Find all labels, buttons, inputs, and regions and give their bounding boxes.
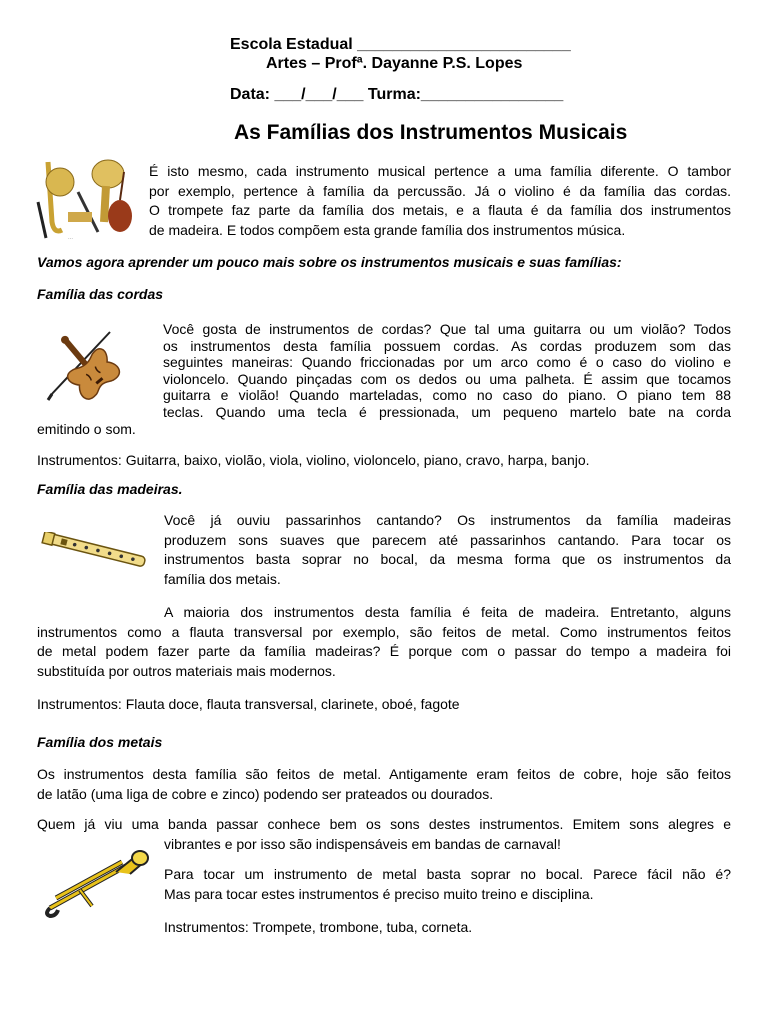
madeiras-line: família dos metais. [164,570,281,587]
intro-line: por exemplo, pertence à família da percussão. Já o violino é da família das cordas. [149,182,731,199]
cordas-line: Você gosta de instrumentos de cordas? Que tal uma guitarra ou um violão? Todos [163,321,731,337]
intro-paragraph [149,163,731,238]
cordas-line: guitarra e violão! Quando marteladas, como no caso do piano. O piano tem 88 [163,387,731,404]
violin-image [44,322,148,406]
intro-line: É isto mesmo, cada instrumento musical pertence a uma família diferente. O tambor [149,163,731,179]
metais-line: vibrantes e por isso são indispensáveis em bandas de carnaval! [164,835,561,852]
metais-paragraph-2 [37,816,731,852]
svg-text:⋯: ⋯ [68,236,73,242]
cordas-line: os instrumentos desta família possuem cordas. As cordas produzem som das [163,337,731,354]
metais-line: de latão (uma liga de cobre e zinco) podendo ser prateados ou dourados. [37,785,494,802]
madeiras-line: produzem sons suaves que parecem até passarinhos cantando. Para tocar os [164,531,731,548]
section-heading-metais: Família dos metais [37,734,163,750]
page-title: As Famílias dos Instrumentos Musicais [234,121,628,144]
metais-line: Mas para tocar estes instrumentos é preciso muito treino e disciplina. [164,885,594,902]
madeiras-line: instrumentos basta soprar no bocal, da mesma forma que os instrumentos da [164,551,731,568]
madeiras-paragraph-2 [37,604,731,679]
metais-line: Quem já viu uma banda passar conhece bem os sons destes instrumentos. Emitem sons alegres e [37,816,731,832]
teacher-line: Artes – Profª. Dayanne P.S. Lopes [266,55,523,72]
trombone-image [40,850,152,920]
metais-line: Para tocar um instrumento de metal basta soprar no bocal. Parece fácil não é? [164,866,731,882]
section-heading-cordas: Família das cordas [37,286,164,302]
date-line: Data: ___/___/___ Turma:________________ [230,86,564,103]
metais-line: Os instrumentos desta família são feitos de metal. Antigamente eram feitos de cobre, hoje são feitos [37,766,731,782]
madeiras-line: Você já ouviu passarinhos cantando? Os instrumentos da família madeiras [164,512,731,528]
instruments-collage-image [28,152,140,242]
madeiras-instruments: Instrumentos: Flauta doce, flauta transversal, clarinete, oboé, fagote [37,696,460,712]
madeiras-line: substituída por outros materiais mais modernos. [37,662,336,679]
metais-instruments: Instrumentos: Trompete, trombone, tuba, corneta. [164,919,473,935]
cordas-line: teclas. Quando uma tecla é pressionada, um pequeno martelo bate na corda [163,403,731,420]
madeiras-line: A maioria dos instrumentos desta família é feita de madeira. Entretanto, alguns [164,604,731,620]
cordas-instruments: Instrumentos: Guitarra, baixo, violão, viola, violino, violoncelo, piano, cravo, harpa, banjo. [37,452,590,468]
cordas-line: violoncelo. Quando pinçadas com os dedos ou uma palheta. É assim que tocamos [163,370,731,387]
recorder-flute-image [40,532,152,568]
cordas-line: seguintes maneiras: Quando friccionadas por um arco como é o caso do violino e [163,354,731,371]
intro-line: O trompete faz parte da família dos metais, e a flauta é da família dos instrumentos [149,202,731,219]
cordas-paragraph [163,321,731,421]
madeiras-paragraph [164,512,731,587]
madeiras-line: instrumentos como a flauta transversal por exemplo, são feitos de metal. Como instrumentos feitos [37,623,731,640]
metais-paragraph [37,766,731,802]
cordas-tail: emitindo o som. [37,421,136,437]
school-line: Escola Estadual ________________________ [230,36,571,53]
madeiras-line: de metal podem fazer parte da família madeiras? É porque com o passar do tempo a madeira foi [37,643,731,660]
intro-line: de madeira. E todos compõem esta grande família dos instrumentos música. [149,221,626,238]
metais-paragraph-3 [164,866,731,902]
lead-sentence: Vamos agora aprender um pouco mais sobre os instrumentos musicais e suas famílias: [37,254,622,270]
section-heading-madeiras: Família das madeiras. [37,481,183,497]
